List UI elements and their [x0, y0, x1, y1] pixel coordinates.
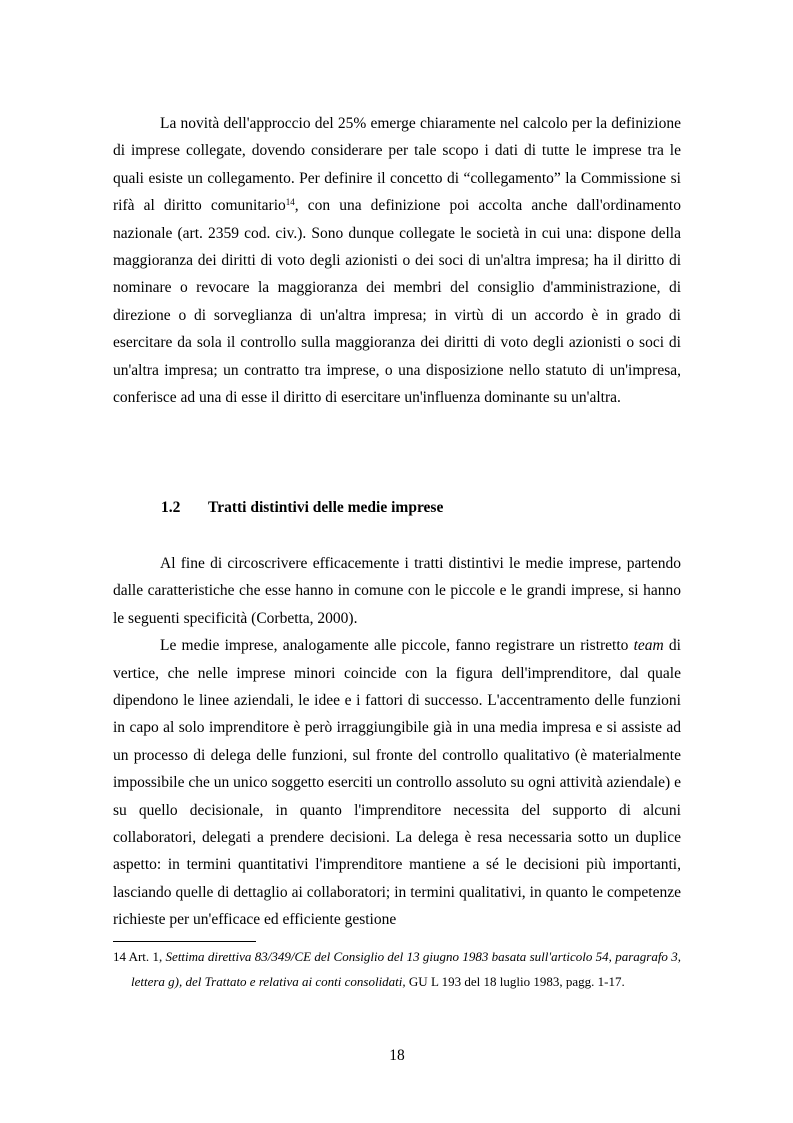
italic-term: team [633, 637, 664, 655]
section-heading [161, 499, 443, 517]
footnote-lead: Art. 1, [128, 949, 166, 964]
footnote-number: 14 [113, 949, 126, 964]
footnote-14 [113, 944, 681, 994]
section-body [113, 550, 681, 934]
body-paragraph-team [113, 632, 681, 933]
body-paragraph-collegamento [113, 110, 681, 411]
paragraph-text-continued: di vertice, che nelle imprese minori coincide con la figura dell'imprenditore, dal quale dipendono le linee aziendali, le idee e i fattori di successo. L'accentramento delle funzioni in capo al solo imprenditore è però irraggiungibile già in una media impresa e si assiste ad un processo di delega delle funzioni, sul fronte del controllo qualitativo (è materialmente impossibile che un unico soggetto eserciti un controllo assoluto su ogni attività aziendale) e su quello decisionale, in quanto l'imprenditore necessita del supporto di alcuni collaboratori, delegati a prendere decisioni. La delega è resa necessaria sotto un duplice aspetto: in termini quantitativi l'imprenditore mantiene a sé le decisioni più importanti, lasciando quelle di dettaglio ai collaboratori; in termini qualitativi, in quanto le competenze richieste per un'efficace ed efficiente gestione [113, 637, 681, 929]
document-page [113, 0, 681, 1123]
section-title: Tratti distintivi delle medie imprese [208, 499, 444, 516]
section-number: 1.2 [161, 499, 181, 516]
page-number: 18 [389, 1047, 405, 1064]
footnote-italic-citation: Settima direttiva 83/349/CE del Consiglio del 13 giugno 1983 basata sull'articolo 54, paragrafo 3, lettera g), del Trattato e relativa ai conti consolidati, [131, 949, 681, 989]
footnote-reference[interactable]: 14 [285, 197, 295, 208]
paragraph-text-continued: , con una definizione poi accolta anche dall'ordinamento nazionale (art. 2359 cod. civ.). Sono dunque collegate le società in cui una: dispone della maggioranza dei diritti di voto degli azionisti o dei soci di un'altra impresa; ha il diritto di nominare o revocare la maggioranza dei membri del consiglio d'amministrazione, di direzione o di sorveglianza di un'altra impresa; in virtù di un accordo è in grado di esercitare da sola il controllo sulla maggioranza dei diritti di voto degli azionisti o soci di un'altra impresa; un contratto tra imprese, o una disposizione nello statuto di un'impresa, conferisce ad una di esse il diritto di esercitare un'influenza dominante su un'altra. [113, 197, 681, 407]
paragraph-text: Le medie imprese, analogamente alle piccole, fanno registrare un ristretto [160, 637, 634, 655]
paragraph-text: La novità dell'approccio del 25% emerge chiaramente nel calcolo per la definizione di imprese collegate, dovendo considerare per tale scopo i dati di tutte le imprese tra le quali esiste un collegamento. Per definire il concetto di “collegamento” la Commissione si rifà al diritto comunitario [113, 115, 681, 215]
footnote-separator [113, 941, 256, 942]
footnote-tail: GU L 193 del 18 luglio 1983, pagg. 1-17. [405, 974, 625, 989]
body-paragraph-intro: Al fine di circoscrivere efficacemente i tratti distintivi le medie imprese, partendo dalle caratteristiche che esse hanno in comune con le piccole e le grandi imprese, si hanno le seguenti specificità (Corbetta, 2000). [113, 555, 681, 627]
